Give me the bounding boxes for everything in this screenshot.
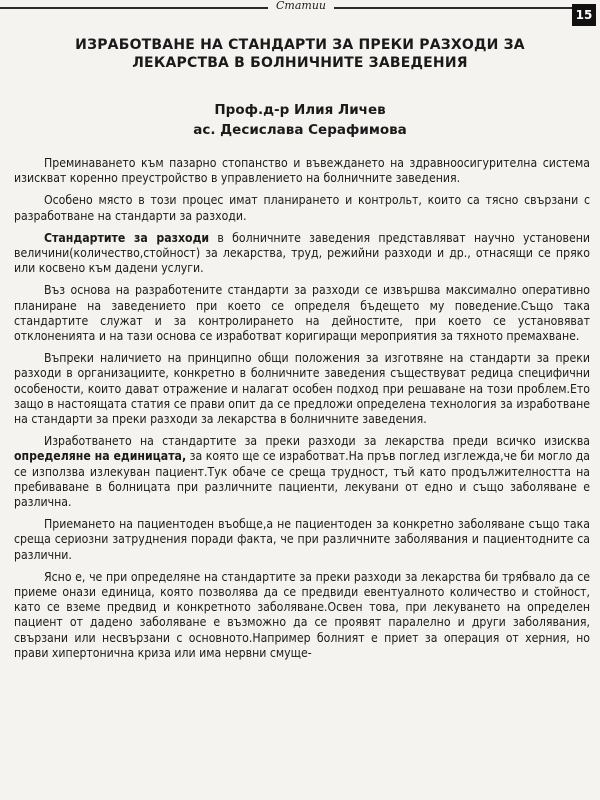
paragraph-7: Приемането на пациентоден въобще,а не пациентоден за конкретно заболяване също така среща сериозни затруднения поради факта, че при различните заболявания и пациентодните са различни. xyxy=(14,517,590,562)
section-label: Статии xyxy=(268,0,334,12)
author-1: Проф.д-р Илия Личев xyxy=(214,102,386,118)
paragraph-8: Ясно е, че при определяне на стандартите за преки разходи за лекарства би трябвало да се приеме онази единица, която позволява да се предвиди евентуалното количество и стойност, като се вземе предвид и конкретното заболяване.Освен това, при лекуването на определен пациент от дадено заболяване е възможно да се проявят паралелно и други заболявания, свързани или несвързани с основното.Например болният е приет за операция от херния, но прави хипертонична криза или има нервни смуще- xyxy=(14,569,590,660)
paragraph-6-text-a: Изработването на стандартите за преки разходи за лекарства преди всичко изисква xyxy=(44,434,590,449)
term-standards: Стандартите за разходи xyxy=(44,230,210,245)
paragraph-2: Особено място в този процес имат планирането и контрольт, които са тясно свързани с разработване на стандарти за разходи. xyxy=(14,193,590,223)
article-title xyxy=(50,36,550,72)
authors xyxy=(150,100,450,140)
paragraph-6 xyxy=(14,434,590,510)
running-header xyxy=(0,0,600,14)
page-number: 15 xyxy=(572,4,596,26)
author-2: ас. Десислава Серафимова xyxy=(193,122,407,138)
paragraph-1: Преминаването към пазарно стопанство и въвеждането на здравноосигурителна система изискват коренно преустройство в управлението на болничните заведения. xyxy=(14,156,590,186)
paragraph-3-text: в болничните заведения представляват научно установени величини(количество,стойност) за лекарства, труд, режийни разходи и др., отнасящи се пряко или косвено към дадени услуги. xyxy=(14,230,590,276)
title-line-1: ИЗРАБОТВАНЕ НА СТАНДАРТИ ЗА ПРЕКИ РАЗХОДИ ЗА xyxy=(75,37,525,53)
paragraph-6-text-b: за която ще се изработват.На пръв поглед изглежда,че би могло да се използва излекуван пациент.Тук обаче се среща трудност, тъй като продължителността на пребиваване в болницата при различните пациенти, лекувани от едно и също заболяване е различна. xyxy=(14,449,590,510)
paragraph-4: Въз основа на разработените стандарти за разходи се извършва максимално оперативно планиране на заведението при което се определя бъдещето му поведение.Също така стандартите служат и за контролирането на дейностите, при което се установяват отклоненията и на тази основа се изработват коригиращи мероприятия за тяхното премахване. xyxy=(14,283,590,344)
title-line-2: ЛЕКАРСТВА В БОЛНИЧНИТЕ ЗАВЕДЕНИЯ xyxy=(132,55,468,71)
paragraph-3 xyxy=(14,231,590,277)
paragraph-5: Въпреки наличието на принципно общи положения за изготвяне на стандарти за преки разходи в организациите, конкретно в болничните заведения съществуват редица специфични особености, които дават отражение и налагат особен подход при решаване на този проблем.Ето защо в настоящата статия се прави опит да се предложи определена технология за изработване на стандарти за преки разходи за лекарства в болничните заведения. xyxy=(14,351,590,427)
term-unit: определяне на единицата, xyxy=(14,449,187,464)
article-body xyxy=(14,156,590,668)
